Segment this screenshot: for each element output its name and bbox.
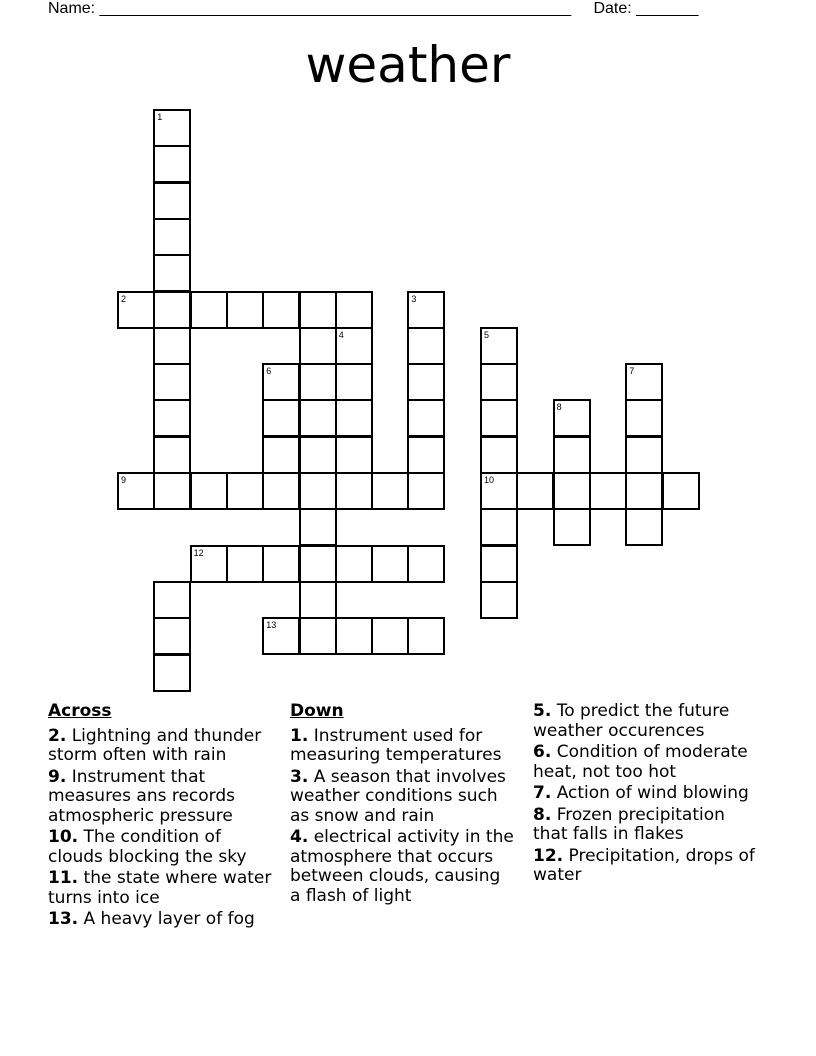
grid-cell[interactable]: [480, 327, 518, 365]
grid-cell[interactable]: [335, 617, 373, 655]
clue-number: 6: [266, 366, 272, 377]
clue-number-label: 7.: [533, 783, 552, 803]
grid-cell[interactable]: [299, 363, 337, 401]
grid-cell[interactable]: [117, 291, 155, 329]
grid-cell[interactable]: [335, 327, 373, 365]
grid-cell[interactable]: [371, 545, 409, 583]
grid-cell[interactable]: [262, 291, 300, 329]
down-clue: [290, 828, 515, 906]
grid-cell[interactable]: [625, 363, 663, 401]
grid-cell[interactable]: [153, 581, 191, 619]
grid-cell[interactable]: [262, 472, 300, 510]
clue-number-label: 1.: [290, 725, 309, 746]
grid-cell[interactable]: [153, 109, 191, 147]
down-clue: [533, 702, 763, 741]
grid-cell[interactable]: [153, 399, 191, 437]
clue-text: the state where water turns into ice: [48, 868, 272, 908]
grid-cell[interactable]: [480, 436, 518, 474]
across-clue: [48, 869, 278, 908]
grid-cell[interactable]: [335, 291, 373, 329]
clue-text: Action of wind blowing: [551, 783, 749, 803]
down-clue: [533, 743, 763, 782]
grid-cell[interactable]: [407, 291, 445, 329]
grid-cell[interactable]: [335, 436, 373, 474]
clue-number-label: 3.: [290, 766, 309, 787]
grid-cell[interactable]: [190, 291, 228, 329]
clue-text: Frozen precipitation that falls in flakes: [533, 804, 725, 844]
clue-number-label: 13.: [48, 909, 79, 929]
clue-text: Instrument that measures ans records atmospheric pressure: [48, 766, 236, 826]
clue-number: 5: [484, 329, 490, 340]
grid-cell[interactable]: [480, 508, 518, 546]
name-label: Name:: [48, 0, 96, 17]
grid-cell[interactable]: [480, 581, 518, 619]
clue-number: 10: [484, 475, 495, 485]
clue-text: electrical activity in the atmosphere that occurs between clouds, causing a flash of light: [290, 827, 514, 906]
grid-cell[interactable]: [262, 617, 300, 655]
grid-cell[interactable]: [480, 363, 518, 401]
grid-cell[interactable]: [625, 399, 663, 437]
grid-cell[interactable]: [262, 436, 300, 474]
grid-cell[interactable]: [262, 363, 300, 401]
grid-cell[interactable]: [153, 327, 191, 365]
grid-cell[interactable]: [625, 472, 663, 510]
grid-cell[interactable]: [190, 545, 228, 583]
clue-number-label: 5.: [533, 701, 552, 721]
grid-cell[interactable]: [335, 399, 373, 437]
grid-cell[interactable]: [117, 472, 155, 510]
clue-number: 2: [121, 293, 127, 304]
clue-number: 4: [338, 329, 344, 340]
grid-cell[interactable]: [335, 472, 373, 510]
grid-cell[interactable]: [226, 472, 264, 510]
clue-number-label: 10.: [48, 827, 79, 847]
grid-cell[interactable]: [407, 327, 445, 365]
grid-cell[interactable]: [407, 545, 445, 583]
grid-cell[interactable]: [299, 436, 337, 474]
grid-cell[interactable]: [299, 581, 337, 619]
grid-cell[interactable]: [153, 363, 191, 401]
grid-cell[interactable]: [153, 145, 191, 183]
clue-text: Instrument used for measuring temperatures: [290, 725, 502, 765]
clue-text: To predict the future weather occurences: [533, 701, 730, 741]
clue-text: A season that involves weather conditions such as snow and rain: [290, 766, 506, 826]
clue-text: Precipitation, drops of water: [533, 845, 755, 885]
grid-cell[interactable]: [190, 472, 228, 510]
grid-cell[interactable]: [299, 399, 337, 437]
clue-number-label: 4.: [290, 827, 309, 847]
grid-cell[interactable]: [480, 399, 518, 437]
down-clue: [290, 768, 515, 827]
clue-number: 13: [266, 620, 277, 631]
clue-number-label: 6.: [533, 742, 552, 762]
down-clue: [533, 847, 763, 886]
clue-text: A heavy layer of fog: [78, 909, 255, 929]
grid-cell[interactable]: [480, 545, 518, 583]
grid-cell[interactable]: [153, 654, 191, 692]
across-clues: [48, 702, 278, 932]
clue-text: The condition of clouds blocking the sky: [48, 827, 247, 867]
grid-cell[interactable]: [299, 545, 337, 583]
clue-text: Condition of moderate heat, not too hot: [533, 742, 748, 782]
across-clue: [48, 727, 278, 766]
grid-cell[interactable]: [153, 254, 191, 292]
across-clue: [48, 910, 278, 930]
grid-cell[interactable]: [226, 291, 264, 329]
down-clues: [290, 702, 515, 908]
clue-text: Lightning and thunder storm often with rain: [48, 725, 262, 765]
down-heading: Down: [290, 701, 344, 721]
grid-cell[interactable]: [299, 617, 337, 655]
grid-cell[interactable]: [335, 545, 373, 583]
grid-cell[interactable]: [407, 436, 445, 474]
clue-number: 7: [629, 366, 635, 377]
grid-cell[interactable]: [153, 617, 191, 655]
grid-cell[interactable]: [553, 508, 591, 546]
grid-cell[interactable]: [299, 327, 337, 365]
grid-cell[interactable]: [553, 436, 591, 474]
grid-cell[interactable]: [553, 399, 591, 437]
date-field[interactable]: _______: [636, 0, 699, 17]
grid-cell[interactable]: [153, 291, 191, 329]
grid-cell[interactable]: [480, 472, 518, 510]
across-heading: Across: [48, 701, 112, 721]
grid-cell[interactable]: [153, 182, 191, 220]
clue-number: 8: [556, 402, 562, 413]
grid-cell[interactable]: [407, 399, 445, 437]
clue-number: 12: [193, 547, 204, 558]
grid-cell[interactable]: [371, 617, 409, 655]
grid-cell[interactable]: [625, 508, 663, 546]
grid-cell[interactable]: [516, 472, 554, 510]
clue-number-label: 8.: [533, 804, 552, 825]
grid-cell[interactable]: [335, 363, 373, 401]
grid-cell[interactable]: [662, 472, 700, 510]
clue-number: 1: [157, 112, 163, 122]
down-clue: [533, 806, 763, 845]
grid-cell[interactable]: [153, 436, 191, 474]
grid-cell[interactable]: [226, 545, 264, 583]
grid-cell[interactable]: [407, 472, 445, 510]
grid-cell[interactable]: [299, 508, 337, 546]
grid-cell[interactable]: [153, 472, 191, 510]
grid-cell[interactable]: [299, 472, 337, 510]
name-field[interactable]: _____________________________________________________: [99, 0, 572, 17]
across-clue: [48, 768, 278, 827]
grid-cell[interactable]: [262, 545, 300, 583]
clue-number: 3: [411, 293, 417, 304]
grid-cell[interactable]: [262, 399, 300, 437]
grid-cell[interactable]: [407, 363, 445, 401]
grid-cell[interactable]: [371, 472, 409, 510]
clue-number: 9: [121, 475, 127, 485]
page-title: weather: [305, 36, 511, 94]
grid-cell[interactable]: [153, 218, 191, 256]
grid-cell[interactable]: [407, 617, 445, 655]
across-clue: [48, 828, 278, 867]
grid-cell[interactable]: [299, 291, 337, 329]
clue-number-label: 9.: [48, 766, 67, 787]
down-clue: [533, 784, 763, 804]
date-label: Date:: [593, 0, 632, 17]
grid-cell[interactable]: [625, 436, 663, 474]
clue-number-label: 11.: [48, 868, 79, 888]
grid-cell[interactable]: [589, 472, 627, 510]
down-clue: [290, 727, 515, 766]
down-clues-continued: [533, 702, 763, 888]
grid-cell[interactable]: [553, 472, 591, 510]
clue-number-label: 2.: [48, 725, 67, 746]
clue-number-label: 12.: [533, 845, 564, 866]
